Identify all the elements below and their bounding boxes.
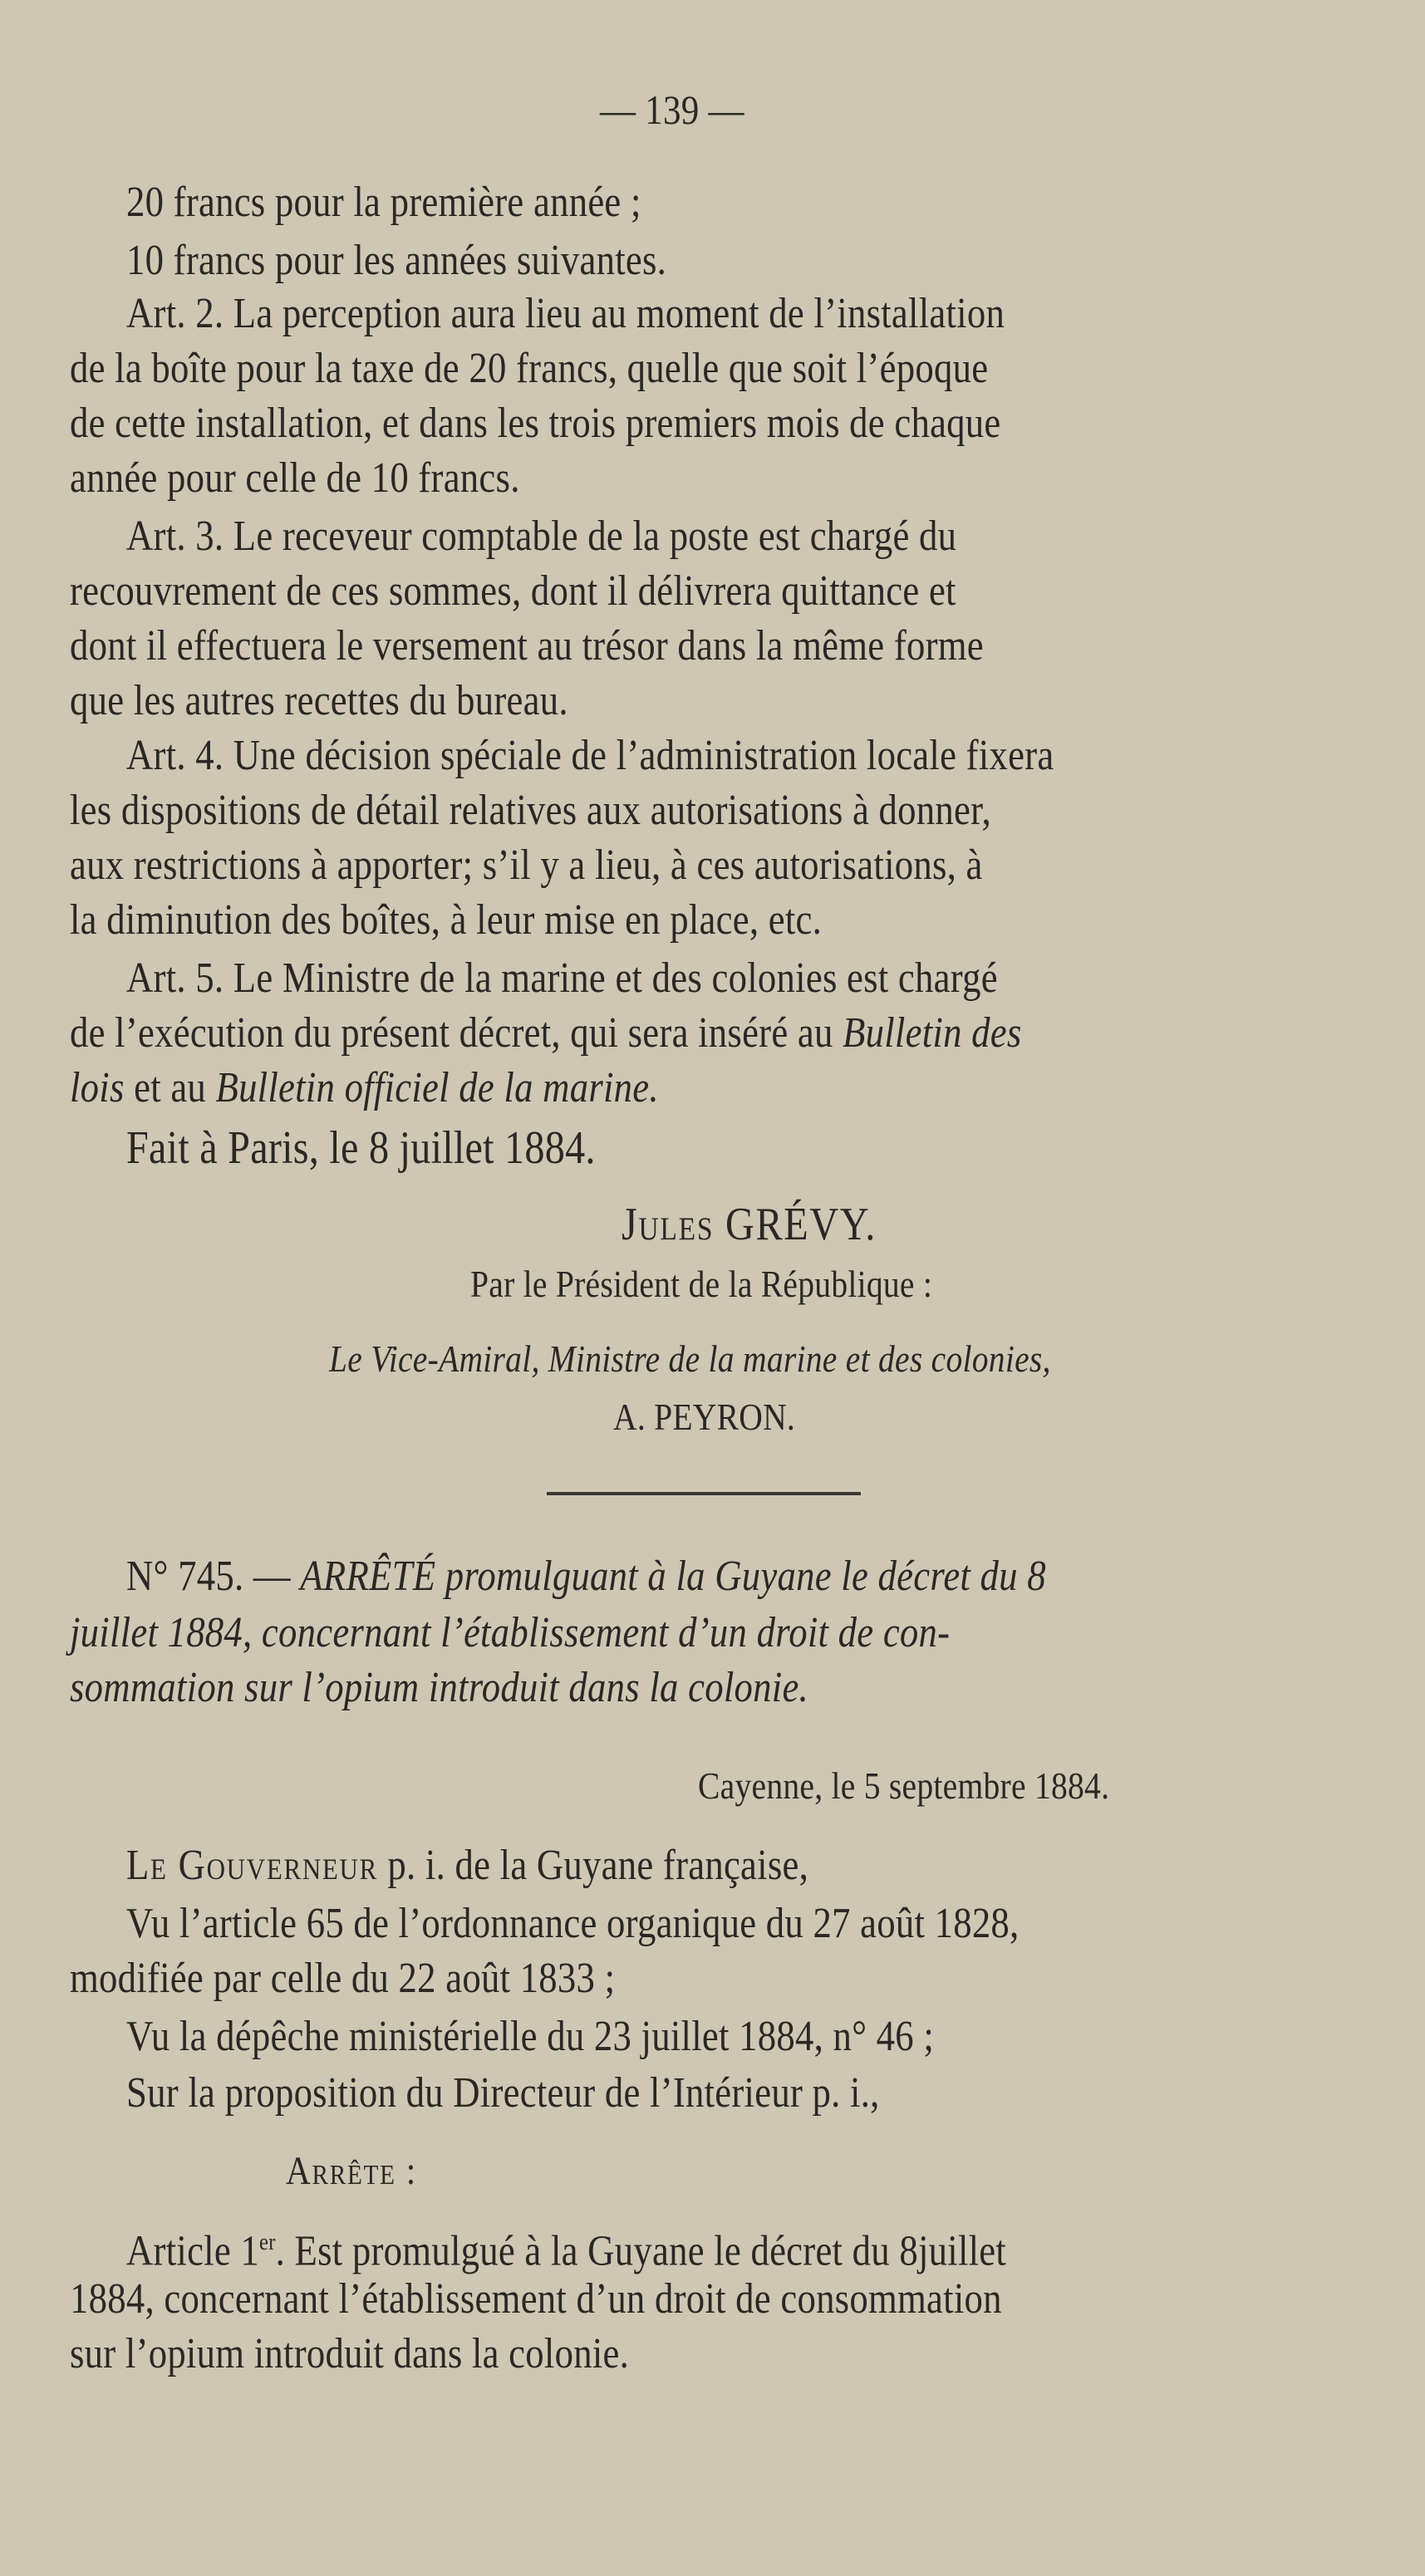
by-president: Par le Président de la République :	[470, 1263, 933, 1305]
arrete-heading: sommation sur l’opium introduit dans la colonie.	[70, 1664, 808, 1711]
article-4-line: les dispositions de détail relatives aux autorisations à donner,	[70, 787, 991, 834]
minister-name: A. PEYRON.	[613, 1396, 796, 1438]
arrete-title: ARRÊTÉ promulguant à la Guyane le décret du 8	[300, 1553, 1046, 1600]
page-number: — 139 —	[600, 86, 744, 133]
article-2-line: Art. 2. La perception aura lieu au moment de l’installation	[126, 290, 1005, 337]
proposal: Sur la proposition du Directeur de l’Intérieur p. i.,	[126, 2069, 880, 2117]
article-5-text: et au	[124, 1064, 216, 1111]
article-5-text: de l’exécution du présent décret, qui sera inséré au	[70, 1009, 843, 1057]
bulletin-title: lois	[70, 1064, 125, 1111]
governor-text: p. i. de la Guyane française,	[377, 1842, 809, 1889]
minister-title: Le Vice-Amiral, Ministre de la marine et des colonies,	[329, 1337, 1051, 1380]
bulletin-title: Bulletin officiel de la marine.	[215, 1064, 659, 1111]
article-1-line: sur l’opium introduit dans la colonie.	[70, 2330, 630, 2377]
section-divider	[547, 1492, 861, 1495]
article-5-line	[70, 1062, 659, 1115]
article-2-line: de la boîte pour la taxe de 20 francs, quelle que soit l’époque	[70, 345, 989, 392]
signatory: Jules GRÉVY.	[622, 1199, 877, 1250]
article-3-line: que les autres recettes du bureau.	[70, 677, 568, 724]
article-2-line: année pour celle de 10 francs.	[70, 454, 520, 502]
arrete-heading	[126, 1550, 1046, 1603]
article-3-line: recouvrement de ces sommes, dont il délivrera quittance et	[70, 567, 956, 615]
article-1-sup: er	[259, 2230, 276, 2255]
article-4-line: Art. 4. Une décision spéciale de l’administration locale fixera	[126, 732, 1054, 779]
tariff-first-year: 20 francs pour la première année ;	[126, 179, 641, 226]
arrete-heading: juillet 1884, concernant l’établissement d’un droit de con-	[70, 1609, 951, 1656]
governor-title: Le Gouverneur	[126, 1842, 378, 1889]
article-1-line: 1884, concernant l’établissement d’un droit de consommation	[70, 2275, 1002, 2323]
article-3-line: Art. 3. Le receveur comptable de la poste est chargé du	[126, 513, 957, 560]
vu-ordonnance: modifiée par celle du 22 août 1833 ;	[70, 1955, 616, 2002]
article-3-line: dont il effectuera le versement au trésor dans la même forme	[70, 622, 984, 670]
article-1-text: Article 1	[126, 2227, 260, 2275]
article-1-line	[126, 2216, 1006, 2278]
article-5-line: Art. 5. Le Ministre de la marine et des colonies est chargé	[126, 954, 998, 1002]
governor-line	[126, 1839, 808, 1892]
article-2-line: de cette installation, et dans les trois premiers mois de chaque	[70, 400, 1001, 447]
article-4-line: la diminution des boîtes, à leur mise en place, etc.	[70, 896, 823, 944]
vu-depeche: Vu la dépêche ministérielle du 23 juillet 1884, n° 46 ;	[126, 2013, 935, 2060]
arrete-number: N° 745. —	[126, 1553, 301, 1600]
article-1-text: . Est promulgué à la Guyane le décret du 8juillet	[275, 2227, 1007, 2275]
tariff-following-years: 10 francs pour les années suivantes.	[126, 237, 667, 284]
arrete-label: Arrête :	[286, 2149, 417, 2193]
article-5-line	[70, 1007, 1022, 1060]
done-at: Fait à Paris, le 8 juillet 1884.	[126, 1122, 596, 1174]
place-date: Cayenne, le 5 septembre 1884.	[698, 1764, 1110, 1807]
vu-ordonnance: Vu l’article 65 de l’ordonnance organique du 27 août 1828,	[126, 1900, 1020, 1947]
bulletin-title: Bulletin des	[843, 1009, 1022, 1057]
article-4-line: aux restrictions à apporter; s’il y a lieu, à ces autorisations, à	[70, 841, 983, 889]
